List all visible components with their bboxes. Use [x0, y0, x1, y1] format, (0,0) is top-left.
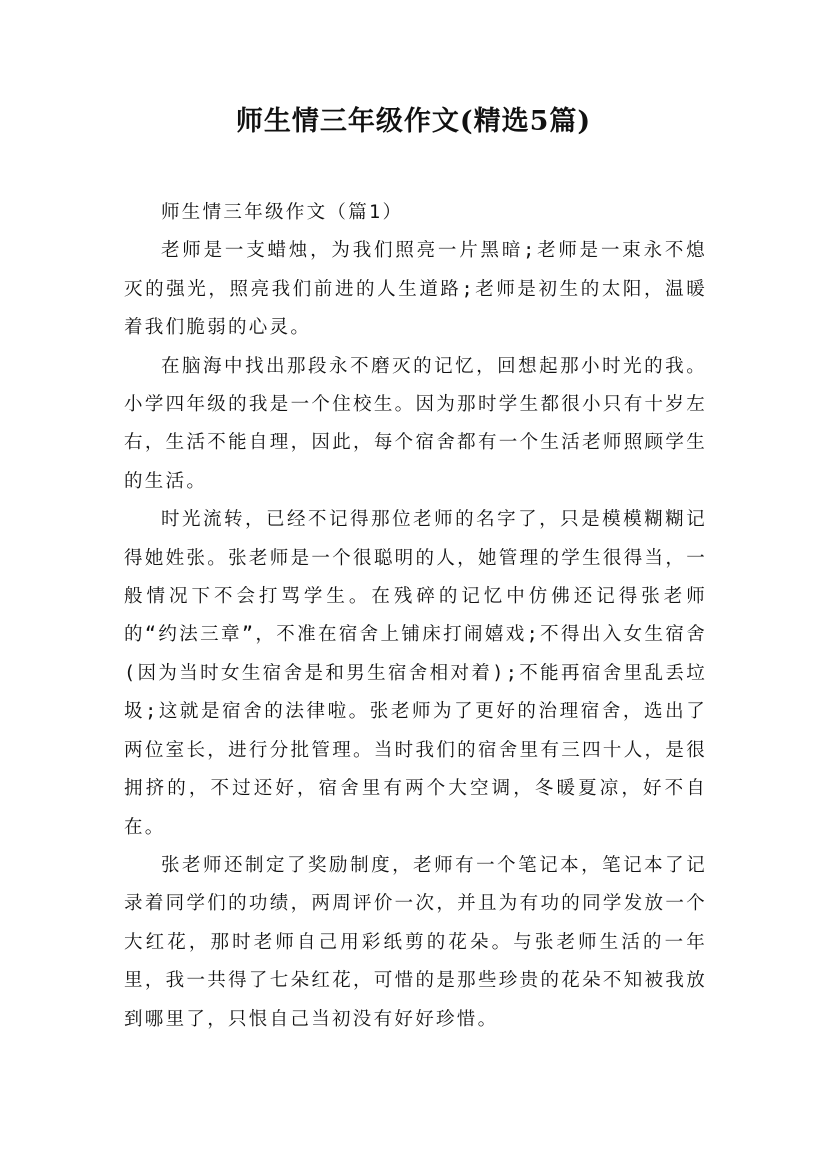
paragraph-3: 时光流转，已经不记得那位老师的名字了，只是模模糊糊记得她姓张。张老师是一个很聪明的人，她管理的学生很得当，一般情况下不会打骂学生。在残碎的记忆中仿佛还记得张老师的“约法三章”，不准在宿舍上铺床打闹嬉戏;不得出入女生宿舍(因为当时女生宿舍是和男生宿舍相对着);不能再宿舍里乱丢垃圾;这就是宿舍的法律啦。张老师为了更好的治理宿舍，选出了两位室长，进行分批管理。当时我们的宿舍里有三四十人，是很拥挤的，不过还好，宿舍里有两个大空调，冬暖夏凉，好不自在。	[124, 509, 707, 838]
document-title: 师生情三年级作文(精选5篇)	[235, 106, 592, 137]
paragraph-2: 在脑海中找出那段永不磨灭的记忆，回想起那小时光的我。小学四年级的我是一个住校生。因为那时学生都很小只有十岁左右，生活不能自理，因此，每个宿舍都有一个生活老师照顾学生的生活。	[124, 355, 707, 492]
paragraph-1: 老师是一支蜡烛，为我们照亮一片黑暗;老师是一束永不熄灭的强光，照亮我们前进的人生道路;老师是初生的太阳，温暖着我们脆弱的心灵。	[124, 240, 707, 339]
document-body	[124, 194, 707, 1039]
paragraph-4: 张老师还制定了奖励制度，老师有一个笔记本，笔记本了记录着同学们的功绩，两周评价一次，并且为有功的同学发放一个大红花，那时老师自己用彩纸剪的花朵。与张老师生活的一年里，我一共得了七朵红花，可惜的是那些珍贵的花朵不知被我放到哪里了，只恨自己当初没有好好珍惜。	[124, 854, 707, 1030]
section-subtitle: 师生情三年级作文（篇1）	[161, 202, 404, 223]
